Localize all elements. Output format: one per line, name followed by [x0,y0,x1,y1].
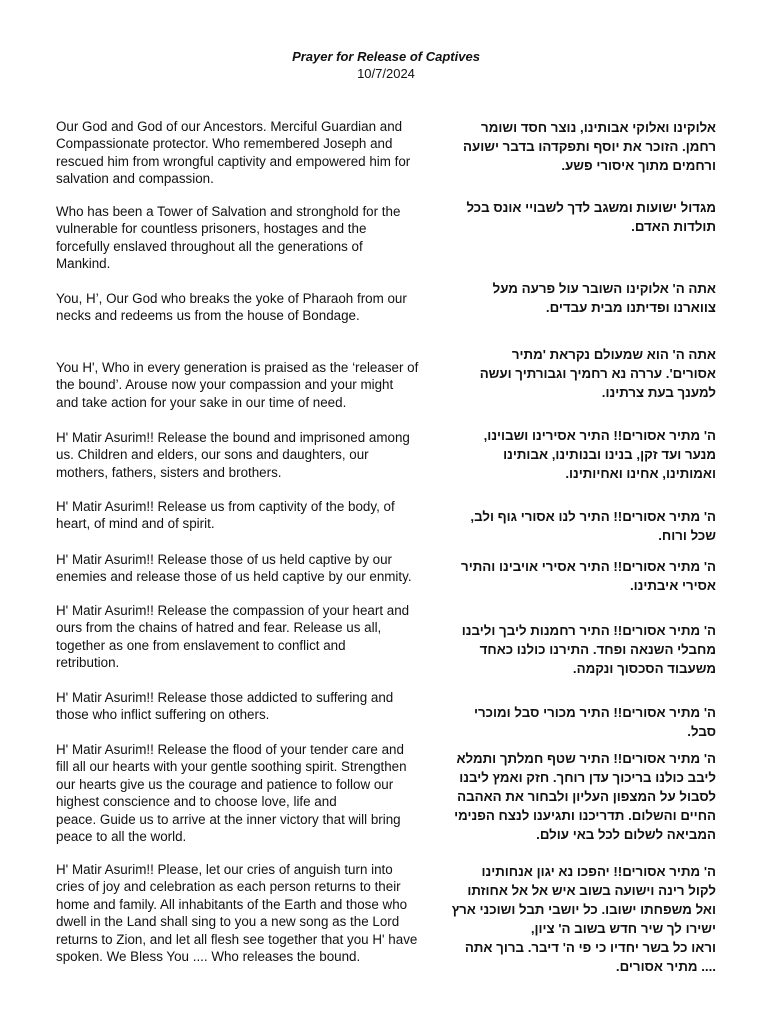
english-paragraph-10: H' Matir Asurim!! Release the flood of your tender care and fill all our hearts with your gentle soothing spirit. Strengthen our hearts give us the courage and patience to follow our highest conscience and to choose love, life and peace. Guide us to arrive at the inner victory that will bring peace to all the world. [56,742,407,845]
hebrew-paragraph-10: ה' מתיר אסורים!! התיר שטף חמלתך ותמלא ליבב כולנו בריכוך עדן רוחך. חזק ואמץ ליבנו לסבול על המצפון העליון ולבחור את האהבה החיים והשלום. תדריכנו ותגיענו לנצח הפנימי המביאה לשלום לכל באי עולם. [454,751,716,842]
hebrew-paragraph-11: ה' מתיר אסורים!! יהפכו נא יגון אנחותינו לקול רינה וישועה בשוב איש אל אל אחוזתו ואל משפחתו ישובו. כל יושבי תבל ושוכני ארץ ישירו לך שיר חדש בשוב ה' ציון, וראו כל בשר יחדיו כי פי ה' דיבר. ברוך אתה .... מתיר אסורים. [451,864,716,974]
hebrew-paragraph-2: מגדול ישועות ומשגב לדך לשבויי אונס בכל תולדות האדם. [466,200,716,234]
english-paragraph-2: Who has been a Tower of Salvation and stronghold for the vulnerable for countless prisoners, hostages and the forcefully enslaved throughout all the generations of Mankind. [56,204,401,272]
english-paragraph-3: You, H’, Our God who breaks the yoke of Pharaoh from our necks and redeems us from the house of Bondage. [56,291,407,324]
english-paragraph-7: H' Matir Asurim!! Release those of us held captive by our enemies and release those of us held captive by our enmity. [56,552,412,585]
english-paragraph-6: H' Matir Asurim!! Release us from captivity of the body, of heart, of mind and of spirit. [56,499,395,532]
document-date: 10/7/2024 [357,66,415,81]
english-paragraph-4: You H', Who in every generation is praised as the ‘releaser of the bound’. Arouse now your compassion and your might and take action for your sake in our time of need. [56,360,419,410]
english-paragraph-11: H' Matir Asurim!! Please, let our cries of anguish turn into cries of joy and celebration as each person returns to their home and family. All inhabitants of the Earth and those who dwell in the Land shall sing to you a new song as the Lord returns to Zion, and let all flesh see together that you H' have spoken. We Bless You .... Who releases the bound. [56,862,418,965]
english-paragraph-8: H' Matir Asurim!! Release the compassion of your heart and ours from the chains of hatred and fear. Release us all, together as one from enslavement to conflict and retribution. [56,603,410,671]
hebrew-paragraph-7: ה' מתיר אסורים!! התיר אסירי אויבינו והתיר אסירי איבתינו. [461,559,716,593]
hebrew-paragraph-9: ה' מתיר אסורים!! התיר מכורי סבל ומוכרי סבל. [473,705,716,739]
hebrew-paragraph-1: אלוקינו ואלוקי אבותינו, נוצר חסד ושומר רחמן. הזוכר את יוסף ותפקדהו בדבר ישועה ורחמים מתוך איסורי פשע. [463,120,716,173]
english-paragraph-9: H' Matir Asurim!! Release those addicted to suffering and those who inflict suffering on others. [56,690,394,723]
hebrew-paragraph-3: אתה ה' אלוקינו השובר עול פרעה מעל צווארנו ופדיתנו מבית עבדים. [492,281,716,315]
hebrew-paragraph-8: ה' מתיר אסורים!! התיר רחמנות ליבך וליבנו מחבלי השנאה ופחד. התירנו כולנו כאחד משעבוד הסכסוך ונקמה. [461,623,716,676]
english-paragraph-1: Our God and God of our Ancestors. Merciful Guardian and Compassionate protector. Who remembered Joseph and rescued him from wrongful captivity and empowered him for salvation and compassion. [56,119,411,187]
document-title: Prayer for Release of Captives [292,49,480,64]
hebrew-paragraph-4: אתה ה' הוא שמעולם נקראת 'מתיר אסורים'. עררה נא רחמיך וגבורתיך ועשה למענך בעת צרתינו. [479,347,716,400]
hebrew-paragraph-6: ה' מתיר אסורים!! התיר לנו אסורי גוף ולב, שכל ורוח. [470,509,716,543]
hebrew-paragraph-5: ה' מתיר אסורים!! התיר אסירינו ושבוינו, מנער ועד זקן, בנינו ובנותינו, אבותינו ואמותינו, אחינו ואחיותינו. [483,428,716,481]
english-paragraph-5: H' Matir Asurim!! Release the bound and imprisoned among us. Children and elders, our sons and daughters, our mothers, fathers, sisters and brothers. [56,430,410,480]
